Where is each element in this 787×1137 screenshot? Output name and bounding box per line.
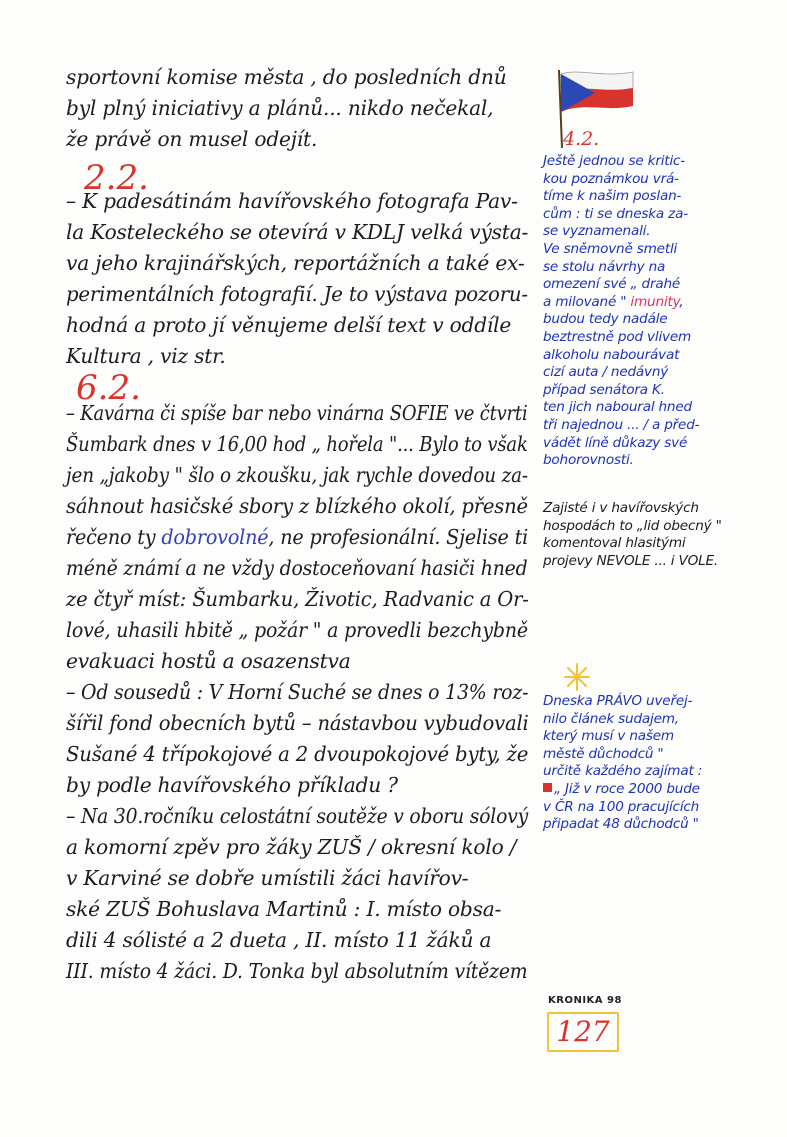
text-line: lové, uhasili hbitě „ požár " a provedli bezchybně bbox=[66, 618, 528, 642]
text-line: sáhnout hasičské sbory z blízkého okolí, přesně bbox=[66, 494, 528, 518]
side-date-heading: 4.2. bbox=[563, 128, 600, 150]
text-line: Sušané 4 třípokojové a 2 dvoupokojové byty, že bbox=[66, 742, 529, 766]
side-line: hospodách to „lid obecný " bbox=[543, 517, 722, 534]
text-line: by podle havířovského příkladu ? bbox=[66, 773, 398, 797]
side-line: se vyznamenali. bbox=[543, 223, 651, 240]
entry-block-photography bbox=[66, 186, 536, 372]
page-number: 127 bbox=[547, 1012, 619, 1052]
text-fragment: , bbox=[679, 293, 684, 310]
text-line: šířil fond obecních bytů – nástavbou vybudovali bbox=[66, 711, 529, 735]
text-line: – Od sousedů : V Horní Suché se dnes o 13% roz- bbox=[66, 680, 529, 704]
text-line: méně známí a ne vždy dostoceňovaní hasiči hned bbox=[66, 556, 528, 580]
side-line: komentoval hlasitými bbox=[543, 535, 686, 552]
text-line: – K padesátinám havířovského fotografa Pav- bbox=[66, 189, 518, 213]
text-line: že právě on musel odejít. bbox=[66, 127, 318, 151]
text-fragment: a milované " bbox=[543, 293, 631, 310]
highlighted-word: dobrovolné bbox=[161, 525, 269, 549]
side-line bbox=[543, 781, 787, 799]
side-line: určitě každého zajímat : bbox=[543, 763, 703, 780]
text-line bbox=[66, 522, 529, 553]
text-line: ské ZUŠ Bohuslava Martinů : I. místo obsa- bbox=[66, 897, 502, 921]
text-line: va jeho krajinářských, reportážních a také ex- bbox=[66, 251, 525, 275]
text-line: la Kosteleckého se otevírá v KDLJ velká výsta- bbox=[66, 220, 529, 244]
side-line: alkoholu nabourávat bbox=[543, 346, 680, 363]
side-line: vádět líně důkazy své bbox=[543, 434, 688, 451]
side-line: kou poznámkou vrá- bbox=[543, 170, 679, 187]
text-line: – Na 30.ročníku celostátní soutěže v oboru sólový bbox=[66, 804, 528, 828]
text-fragment: řečeno ty bbox=[66, 525, 162, 549]
side-line: omezení své „ drahé bbox=[543, 276, 681, 293]
side-line: projevy NEVOLE ... i VOLE. bbox=[543, 552, 718, 569]
text-line: – Kavárna či spíše bar nebo vinárna SOFIE ve čtvrti bbox=[66, 401, 528, 425]
text-line: hodná a proto jí věnujeme delší text v oddíle bbox=[66, 313, 512, 337]
text-line: evakuaci hostů a osazenstva bbox=[66, 649, 351, 673]
side-line: Ve sněmovně smetli bbox=[543, 240, 678, 257]
text-line: III. místo 4 žáci. D. Tonka byl absolutním vítězem bbox=[66, 959, 528, 983]
side-line: případ senátora K. bbox=[543, 381, 665, 398]
text-line: byl plný iniciativy a plánů... nikdo nečekal, bbox=[66, 96, 494, 120]
text-line: perimentálních fotografií. Je to výstava pozoru- bbox=[66, 282, 528, 306]
side-line: tři najednou ... / a před- bbox=[543, 416, 700, 433]
text-fragment: , ne profesionální. Sjelise ti bbox=[268, 525, 529, 549]
date-heading: 6.2. bbox=[76, 368, 141, 408]
side-line: městě důchodců " bbox=[543, 745, 664, 762]
side-line: cizí auta / nedávný bbox=[543, 364, 669, 381]
date-heading: 2.2. bbox=[84, 158, 149, 198]
side-line: Ještě jednou se kritic- bbox=[543, 153, 685, 169]
text-line: sportovní komise města , do posledních dnů bbox=[66, 65, 507, 89]
side-line: Dneska PRÁVO uveřej- bbox=[543, 693, 693, 709]
entry-block-events bbox=[66, 398, 536, 987]
side-line: Zajisté i v havířovských bbox=[543, 500, 699, 516]
text-line: ze čtyř míst: Šumbarku, Životic, Radvanic a Or- bbox=[66, 587, 529, 611]
side-line: tíme k našim poslan- bbox=[543, 188, 682, 205]
side-line: ten jich naboural hned bbox=[543, 399, 692, 416]
side-line: bohorovnosti. bbox=[543, 452, 634, 469]
side-line: který musí v našem bbox=[543, 728, 674, 745]
bullet-square-icon bbox=[543, 783, 552, 792]
side-note-pubs bbox=[543, 500, 787, 570]
side-line: cům : ti se dneska za- bbox=[543, 205, 688, 222]
highlighted-word: imunity bbox=[630, 293, 680, 310]
text-line: Kultura , viz str. bbox=[66, 344, 226, 368]
side-line: se stolu návrhy na bbox=[543, 258, 666, 275]
text-line: Šumbark dnes v 16,00 hod „ hořela "... Bylo to však bbox=[66, 432, 528, 456]
text-line: dili 4 sólisté a 2 dueta , II. místo 11 žáků a bbox=[66, 928, 492, 952]
side-note-pensioners bbox=[543, 693, 787, 834]
side-line: nilo článek sudajem, bbox=[543, 710, 679, 727]
main-column-top bbox=[66, 62, 536, 155]
chronicle-label: KRONIKA 98 bbox=[548, 995, 622, 1006]
star-icon bbox=[562, 662, 592, 692]
text-line: jen „jakoby " šlo o zkoušku, jak rychle dovedou za- bbox=[66, 463, 528, 487]
side-line: beztrestně pod vlivem bbox=[543, 328, 692, 345]
text-line: v Karviné se dobře umístili žáci havířov- bbox=[66, 866, 469, 890]
side-line bbox=[543, 294, 787, 312]
text-line: a komorní zpěv pro žáky ZUŠ / okresní kolo / bbox=[66, 835, 517, 859]
side-line: v ČR na 100 pracujících bbox=[543, 798, 700, 815]
side-line: připadat 48 důchodců " bbox=[543, 816, 699, 833]
side-line: budou tedy nadále bbox=[543, 311, 668, 328]
side-note-immunity bbox=[543, 153, 787, 470]
text-fragment: „ Již v roce 2000 bude bbox=[554, 780, 700, 797]
